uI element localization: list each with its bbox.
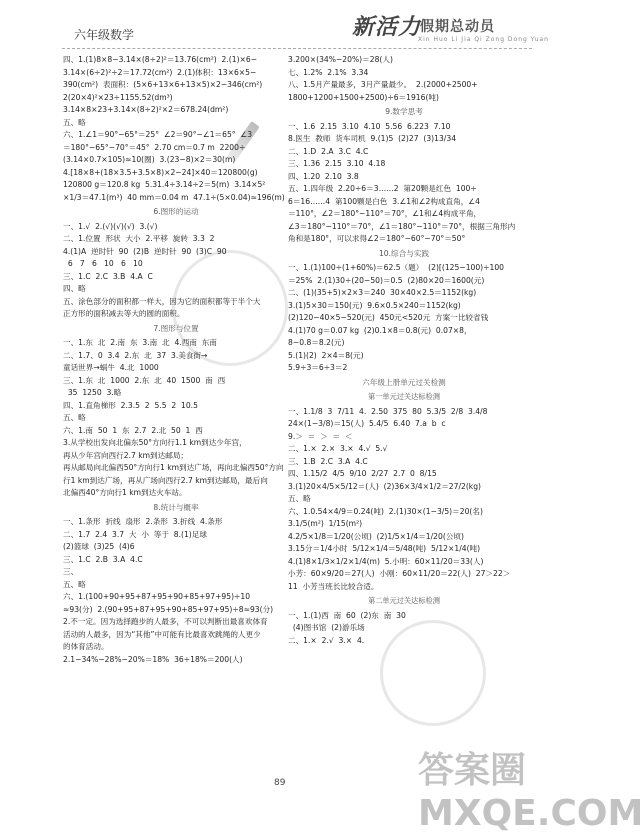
- answer-line: 小芳：60×9/20＝27(人) 小刚：60×11/20＝22(人) 27＞22＞: [288, 569, 511, 578]
- answer-line: 四、1.15/2 4/5 9/10 2/27 2.7 0 8/15: [288, 469, 437, 478]
- page-header: [0, 0, 565, 48]
- grade-label: 六年级数学: [74, 28, 135, 42]
- answer-line: 六、1.(100+90+95+87+95+90+85+97+95)÷10: [63, 592, 251, 601]
- section-heading: 10.综合与实践: [378, 248, 430, 258]
- answer-line: ≈93(分) 2.(90+95+87+95+90+85+97+95)÷8≈93(分): [63, 604, 274, 614]
- answer-line: 二、1.位置 形状 大小 2.平移 旋转 3.3 2: [63, 234, 215, 243]
- answer-line: 六、1.南 50 1 东 2.7 2.北 50 1 西: [63, 425, 203, 435]
- answer-line: 三、1.东 北 1000 2.东 北 40 1500 南 西: [63, 375, 226, 385]
- answer-line: 24×(1−3/8)＝15(人) 5.4/5 6.40 7.a b c: [288, 419, 446, 428]
- answer-line: 五、1.四年级 2.20÷6＝3……2 第20颗是红色 100÷: [288, 184, 477, 193]
- answer-line: 五、略: [63, 117, 86, 127]
- answer-line: 4.(1)8×1/3×1/2×1/4(m) 5.小明：60×11/20＝33(人): [288, 556, 484, 566]
- page-number: 89: [274, 778, 286, 788]
- series-title: 假期总动员: [420, 19, 495, 35]
- answer-line: 的体育活动。: [63, 642, 109, 651]
- answer-line: 七、1.2% 2.1% 3.34: [288, 67, 369, 77]
- answer-line: 五、涂色部分的面积都一样大，因为它的面积都等于半个大: [63, 296, 261, 306]
- answer-line: 4.2/5×1/8＝1/20(公顷) (2)1/5×1/4＝1/20(公顷): [288, 531, 464, 541]
- answer-line: 一、1.(1)100÷(1+60%)＝62.5（题） (2)[(125−100)÷100: [288, 263, 505, 272]
- section-heading: 第二单元过关达标检测: [368, 596, 440, 605]
- answer-line: ∠3＝180°−110°＝70°，∠1＝180°−110°＝70°，根据三角形内: [288, 221, 516, 231]
- section-heading: 7.图形与位置: [153, 323, 199, 333]
- answer-line: 2(20×4)²×23÷1155.52(dm³): [63, 92, 173, 102]
- answer-line: (3.14×0.7×105)≈10(圈) 3.(23−8)×2＝30(m): [63, 155, 236, 164]
- answer-line: 390(cm²) 表面积：(5×6+13×6+13×5)×2−346(cm²): [63, 80, 263, 89]
- header-divider: [62, 48, 532, 49]
- answer-line: 5.9÷3＝6÷3＝2: [288, 363, 348, 372]
- brand-logo: 新活力: [352, 15, 422, 40]
- answer-line: 一、1.√ 2.(√)(√)(√) 3.(√): [63, 221, 158, 231]
- answer-line: 五、略: [288, 494, 311, 503]
- answer-line: (4)图书馆 (2)游乐场: [288, 623, 365, 632]
- answer-line: 8−0.8＝8.2(元): [288, 338, 345, 347]
- answer-line: 二、1.× 2.× 3.× 4.√ 5.√: [288, 444, 388, 453]
- answer-line: 3.从学校出发向北偏东50°方向行1.1 km到达少年宫，: [63, 438, 247, 447]
- answer-line: ＝110°，∠2＝180°−110°＝70°，∠1和∠4构成平角，: [288, 209, 482, 218]
- answer-line: 8.医生 教师 货车司机 9.(1)5 (2)27 (3)13/34: [288, 134, 457, 143]
- watermark-text: 答案圈 MXQE.COM: [418, 750, 643, 834]
- answer-line: (2)120−40×5−520(元) 450元<520元 方案一比较省钱: [288, 313, 489, 322]
- answer-line: 四、略: [63, 284, 86, 293]
- answer-line: 2.1−34%−28%−20%＝18% 36÷18%＝200(人): [63, 654, 243, 664]
- answer-column-left: [63, 54, 289, 666]
- answer-line: 行1 km到达广场，再从广场向西行2.7 km到达邮局，最后向: [63, 475, 268, 485]
- section-heading: 六年级上册单元过关检测: [362, 377, 446, 387]
- answer-line: 3.14×(6÷2)²÷2＝17.72(cm²) 2.(1)体积：13×6×5−: [63, 67, 257, 77]
- answer-line: 角和是180°，可以求得∠2＝180°−60°−70°＝50°: [288, 234, 466, 243]
- section-heading: 6.图形的运动: [153, 207, 199, 216]
- answer-line: 五、略: [63, 579, 86, 589]
- answer-line: 3.200×(34%−20%)＝28(人): [288, 55, 393, 64]
- answer-line: (2)篮球 (3)25 (4)6: [63, 542, 135, 551]
- answer-line: 再从少年宫向西行2.7 km到达邮局；: [63, 450, 189, 460]
- answer-line: 3.1/5(m²) 1/15(m²): [288, 519, 363, 528]
- answer-line: 童话世界→蜗牛 4.北 1000: [63, 363, 159, 372]
- answer-line: 一、1.(1)西 南 60 (2)东 南 30: [288, 610, 406, 620]
- answer-line: 三、: [63, 567, 79, 576]
- answer-line: 四、1.20 2.10 3.8: [288, 171, 359, 181]
- answer-line: 活动的人最多，因为“其他”中可能有比最喜欢跳绳的人更少: [63, 629, 261, 639]
- answer-line: 35 1250 3.略: [63, 388, 122, 397]
- answer-line: 1800+1200+1500+2500)÷6＝1916(吨): [288, 92, 439, 102]
- answer-line: 三、1.C 2.C 3.B 4.A C: [63, 271, 153, 281]
- answer-line: 3.(1)5×30＝150(元) 9.6×0.5×240＝1152(kg): [288, 300, 461, 310]
- answer-line: 二、1.× 2.√ 3.× 4.: [288, 635, 365, 645]
- answer-line: 9.＞ ＝ ＞ ＝ ＜: [288, 431, 353, 441]
- answer-line: 120800 g＝120.8 kg 5.31.4÷3.14÷2＝5(m) 3.14×5²: [63, 180, 266, 189]
- answer-line: 一、1.6 2.15 3.10 4.10 5.56 6.223 7.10: [288, 121, 451, 131]
- answer-line: 4.[18×8+(18×3.5+3.5×8)×2−24]×40＝120800(g): [63, 167, 258, 177]
- answer-line: 六、1.∠1＝90°−65°＝25° ∠2＝90°−∠1＝65° ∠3: [63, 130, 253, 139]
- section-heading: 第一单元过关达标检测: [368, 392, 440, 401]
- answer-line: 三、1.B 2.C 3.A 4.C: [288, 456, 368, 466]
- section-heading: 9.数学思考: [385, 107, 423, 116]
- answer-column-right: [288, 54, 520, 647]
- answer-line: 4.(1)A 逆时针 90 (2)B 逆时针 90 (3)C 90: [63, 246, 227, 256]
- answer-line: 6＝16……4 第100颗是白色 3.∠1和∠2构成直角，∠4: [288, 196, 480, 206]
- answer-line: 二、1.7 2.4 3.7 大 小 等于 8.(1)足球: [63, 529, 207, 539]
- answer-line: 3.14×8×23+3.14×(8÷2)²×2＝678.24(dm²): [63, 105, 229, 114]
- series-pinyin: Xin Huo Li Jia Qi Zong Dong Yuan: [418, 36, 549, 43]
- answer-line: ＝180°−65°−70°＝45° 2.70 cm＝0.7 m 2200÷: [63, 142, 246, 152]
- answer-line: 五、略: [63, 413, 86, 422]
- answer-line: 2.不一定。因为选择跑步的人最多，不可以判断出最喜欢体育: [63, 617, 268, 626]
- section-heading: 8.统计与概率: [153, 502, 199, 512]
- answer-line: 一、1.1/8 3 7/11 4. 2.50 375 80 5.3/5 2/8 3.4/8: [288, 406, 488, 416]
- answer-line: 八、1.5月产量最多，3月产量最少。 2.(2000+2500+: [288, 80, 478, 89]
- answer-line: 三、1.36 2.15 3.10 4.18: [288, 159, 386, 168]
- answer-line: ＝25% 2.(1)30÷(20−50)＝0.5 (2)80×20＝1600(元): [288, 275, 485, 285]
- answer-line: 二、(1)(35+5)×2×3＝240 30×40×2.5＝1152(kg): [288, 288, 477, 297]
- answer-line: ×1/3＝47.1(m³) 40 mm＝0.04 m 47.1÷(5×0.04)≈196(m): [63, 192, 285, 202]
- answer-line: 三、1.C 2.B 3.A 4.C: [63, 554, 143, 564]
- answer-line: 正方形的面积减去等大的圆的面积。: [63, 309, 185, 318]
- answer-line: 3.15分＝1/4小时 5/12×1/4＝5/48(吨) 5/12×1/4(吨): [288, 544, 481, 553]
- answer-line: 二、1.7、0 3.4 2.东 北 37 3.美食街→: [63, 350, 208, 360]
- answer-line: 一、1.条形 折线 扇形 2.条形 3.折线 4.条形: [63, 517, 223, 526]
- answer-line: 4.(1)70 g＝0.07 kg (2)0.1×8＝0.8(元) 0.07×8，: [288, 325, 472, 335]
- answer-line: 一、1.东 北 2.南 东 3.南 北 4.西南 东南: [63, 338, 217, 347]
- answer-line: 北偏西40°方向行1 km到达火车站。: [63, 488, 187, 497]
- answer-line: 6 7 6 10 6 10: [63, 259, 143, 268]
- answer-line: 二、1.D 2.A 3.C 4.C: [288, 146, 369, 156]
- answer-line: 11 小芳当班长比较合适。: [288, 581, 379, 591]
- answer-line: 四、1.直角梯形 2.3.5 2 5.5 2 10.5: [63, 400, 198, 410]
- answer-line: 六、1.0.54×4/9＝0.24(吨) 2.(1)30×(1−3/5)＝20(名): [288, 506, 483, 516]
- answer-line: 5.(1)(2) 2×4＝8(元): [288, 350, 364, 360]
- answer-line: 四、1.(1)8×8−3.14×(8÷2)²＝13.76(cm²) 2.(1)×6−: [63, 55, 258, 64]
- answer-line: 3.(1)20×4/5×5/12＝(人) (2)36×3/4×1/2＝27/2(kg): [288, 481, 481, 491]
- answer-line: 再从邮局向北偏西50°方向行1 km到达广场，再向北偏西50°方向: [63, 463, 284, 472]
